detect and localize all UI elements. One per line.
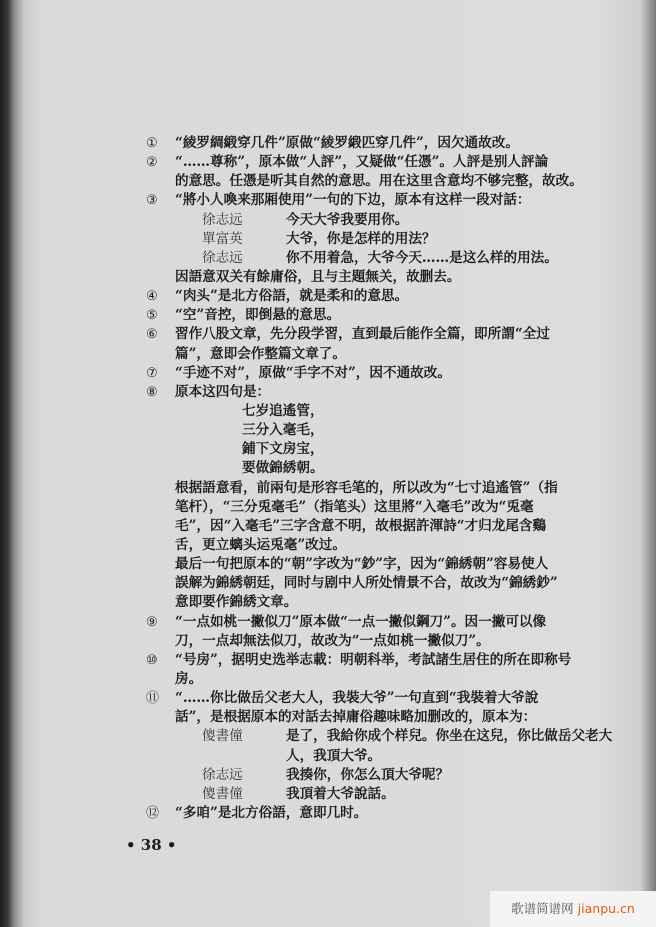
line-text: 大爷，你是怎样的用法？ — [286, 230, 436, 247]
line-text: 誤解为錦綉朝廷，同时与剧中人所处情景不合，故改为“錦綉鈔” — [175, 575, 558, 592]
note-continuation — [0, 498, 656, 517]
line-text-wrap — [175, 172, 583, 191]
line-text: 人，我頂大爷。 — [286, 747, 382, 764]
line-text-wrap — [175, 306, 340, 325]
line-text-wrap — [175, 517, 546, 536]
note-number: ⑧ — [146, 384, 158, 400]
line-text: 三分入毫毛， — [242, 422, 324, 439]
note-item — [0, 191, 656, 210]
line-text: 舌，更立螭头运兎毫”改过。 — [175, 536, 346, 553]
line-text-wrap — [202, 230, 436, 249]
line-text: 毛”，因“入毫毛”三字含意不明，故根据許渾詩“才归龙尾含鷄 — [175, 517, 547, 534]
note-number: ⑤ — [146, 308, 158, 324]
line-text-wrap — [175, 498, 534, 517]
line-text-wrap — [175, 383, 270, 402]
note-number: ③ — [146, 193, 158, 209]
note-continuation — [0, 517, 656, 536]
dialog-line — [0, 785, 656, 804]
line-text-wrap — [175, 325, 550, 344]
line-text: 篇”，意即会作整篇文章了。 — [175, 345, 346, 362]
note-continuation — [0, 345, 656, 364]
line-text-wrap — [175, 134, 519, 153]
speaker-name: 傻書僮 — [202, 785, 243, 802]
line-text-wrap — [175, 287, 408, 306]
line-text: 你不用着急，大爷今天……是这么样的用法。 — [286, 249, 558, 266]
line-text: “手迹不对”，原做“手字不对”，因不通故改。 — [175, 364, 451, 381]
line-text: “一点如桃一撇似刀”原本做“一点一撇似鋼刀”。因一撇可以像 — [175, 613, 547, 630]
line-text: 房。 — [175, 670, 203, 687]
note-item — [0, 306, 656, 325]
note-number: ④ — [146, 289, 158, 305]
line-text-wrap — [175, 555, 548, 574]
speaker-name: 徐志远 — [202, 249, 243, 266]
line-text: “号房”，据明史选举志載：明朝科举，考試諸生居住的所在即称号 — [175, 651, 572, 668]
line-text: 意即要作錦綉文章。 — [175, 594, 298, 611]
note-continuation — [0, 536, 656, 555]
note-continuation — [0, 670, 656, 689]
note-number: ⑨ — [146, 614, 158, 630]
note-continuation — [0, 555, 656, 574]
line-text: 因語意双关有餘庸俗，且与主題無关，故删去。 — [175, 268, 461, 285]
line-text-wrap — [175, 536, 346, 555]
note-item — [0, 325, 656, 344]
note-continuation — [0, 268, 656, 287]
line-text-wrap — [175, 689, 538, 708]
line-text: 原本这四句是： — [175, 383, 271, 400]
line-text-wrap — [175, 574, 558, 593]
note-number: ⑥ — [146, 327, 158, 343]
watermark — [490, 891, 656, 927]
line-text-wrap — [202, 211, 408, 230]
note-number: ⑩ — [146, 652, 158, 668]
line-text: “將小人喚来那厢使用”一句的下边，原本有这样一段对話： — [175, 192, 531, 209]
line-text-wrap — [175, 593, 297, 612]
note-number: ⑪ — [146, 691, 160, 707]
line-text-wrap — [175, 191, 530, 210]
note-number: ② — [146, 155, 158, 171]
line-text: 我頂着大爷說話。 — [286, 785, 395, 802]
line-text: 要做錦綉朝。 — [242, 460, 324, 477]
poem-line — [0, 402, 656, 421]
line-text-wrap — [175, 153, 548, 172]
line-text: 根据語意看，前兩句是形容毛笔的，所以改为“七寸追遙管”（指 — [175, 479, 558, 496]
watermark-domain: jianpu.cn — [577, 901, 635, 916]
line-text-wrap — [242, 440, 324, 459]
note-item — [0, 383, 656, 402]
line-text: “多咱”是北方俗語，意即几时。 — [175, 804, 368, 821]
line-text: 我揍你，你怎么頂大爷呢？ — [286, 766, 450, 783]
watermark-site: 歌谱简谱网 — [511, 901, 574, 916]
line-text: “肉头”是北方俗語，就是柔和的意思。 — [175, 288, 409, 305]
line-text: 刀，一点却無法似刀，故改为“一点如桃一撇似刀”。 — [175, 632, 490, 649]
line-text-wrap — [202, 727, 612, 746]
line-text: 的意思。任憑是听其自然的意思。用在这里含意均不够完整，故改。 — [175, 173, 583, 190]
line-text-wrap — [286, 747, 381, 766]
note-continuation — [0, 708, 656, 727]
line-text-wrap — [242, 459, 324, 478]
poem-line — [0, 459, 656, 478]
note-number: ⑦ — [146, 365, 158, 381]
note-item — [0, 613, 656, 632]
annotation-notes — [0, 134, 656, 823]
line-text: “……你比做岳父老大人，我裝大爷”一句直到“我裝着大爷說 — [175, 690, 539, 707]
note-continuation — [0, 172, 656, 191]
dialog-line — [0, 249, 656, 268]
line-text: 笔杆），“三分兎毫毛”（指笔头）这里將“入毫毛”改为“兎毫 — [175, 498, 534, 515]
note-number: ① — [146, 136, 158, 151]
line-text: 最后一句把原本的“朝”字改为“鈔”字，因为“錦綉朝”容易使人 — [175, 556, 549, 573]
poem-line — [0, 440, 656, 459]
note-item — [0, 804, 656, 823]
note-item — [0, 364, 656, 383]
line-text-wrap — [175, 632, 490, 651]
line-text-wrap — [242, 421, 324, 440]
line-text-wrap — [175, 479, 558, 498]
note-number: ⑫ — [146, 805, 160, 821]
line-text: 鋪下文房宝， — [242, 441, 324, 458]
note-continuation — [0, 632, 656, 651]
speaker-name: 徐志远 — [202, 211, 243, 228]
line-text: “綾罗綢緞穿几件”原做“綾罗緞匹穿几件”，因欠通故改。 — [175, 135, 519, 151]
note-item — [0, 287, 656, 306]
note-continuation — [0, 479, 656, 498]
line-text-wrap — [175, 364, 451, 383]
dialog-line — [0, 211, 656, 230]
line-text-wrap — [175, 670, 202, 689]
note-continuation — [0, 593, 656, 612]
speaker-name: 傻書僮 — [202, 728, 243, 745]
dialog-line — [0, 230, 656, 249]
line-text-wrap — [175, 708, 536, 727]
line-text: “……尊称”，原本做“人評”，又疑做“任憑”。人評是别人評論 — [175, 154, 549, 171]
line-text: 話”，是根据原本的对話去掉庸俗趣味略加删改的，原本为： — [175, 709, 537, 726]
line-text: 是了，我給你成个样兒。你坐在这兒，你比做岳父老大 — [286, 728, 613, 745]
line-text-wrap — [175, 268, 460, 287]
line-text-wrap — [175, 345, 346, 364]
line-text: 七岁追遙管， — [242, 402, 324, 419]
line-text: “空”音控，即倒悬的意思。 — [175, 307, 341, 324]
note-item — [0, 153, 656, 172]
page-number: • 38 • — [126, 836, 177, 854]
line-text: 今天大爷我要用你。 — [286, 211, 409, 228]
dialog-line — [0, 747, 656, 766]
dialog-line — [0, 766, 656, 785]
poem-line — [0, 421, 656, 440]
note-item — [0, 689, 656, 708]
line-text-wrap — [202, 249, 558, 268]
line-text-wrap — [175, 804, 367, 823]
line-text-wrap — [175, 613, 546, 632]
line-text: 習作八股文章，先分段学習，直到最后能作全篇，即所謂“全过 — [175, 326, 550, 343]
speaker-name: 徐志远 — [202, 766, 243, 783]
note-continuation — [0, 574, 656, 593]
note-item — [0, 134, 656, 153]
dialog-line — [0, 727, 656, 746]
note-item — [0, 651, 656, 670]
line-text-wrap — [202, 766, 449, 785]
line-text-wrap — [175, 651, 571, 670]
line-text-wrap — [202, 785, 395, 804]
line-text-wrap — [242, 402, 324, 421]
speaker-name: 單富英 — [202, 230, 243, 247]
